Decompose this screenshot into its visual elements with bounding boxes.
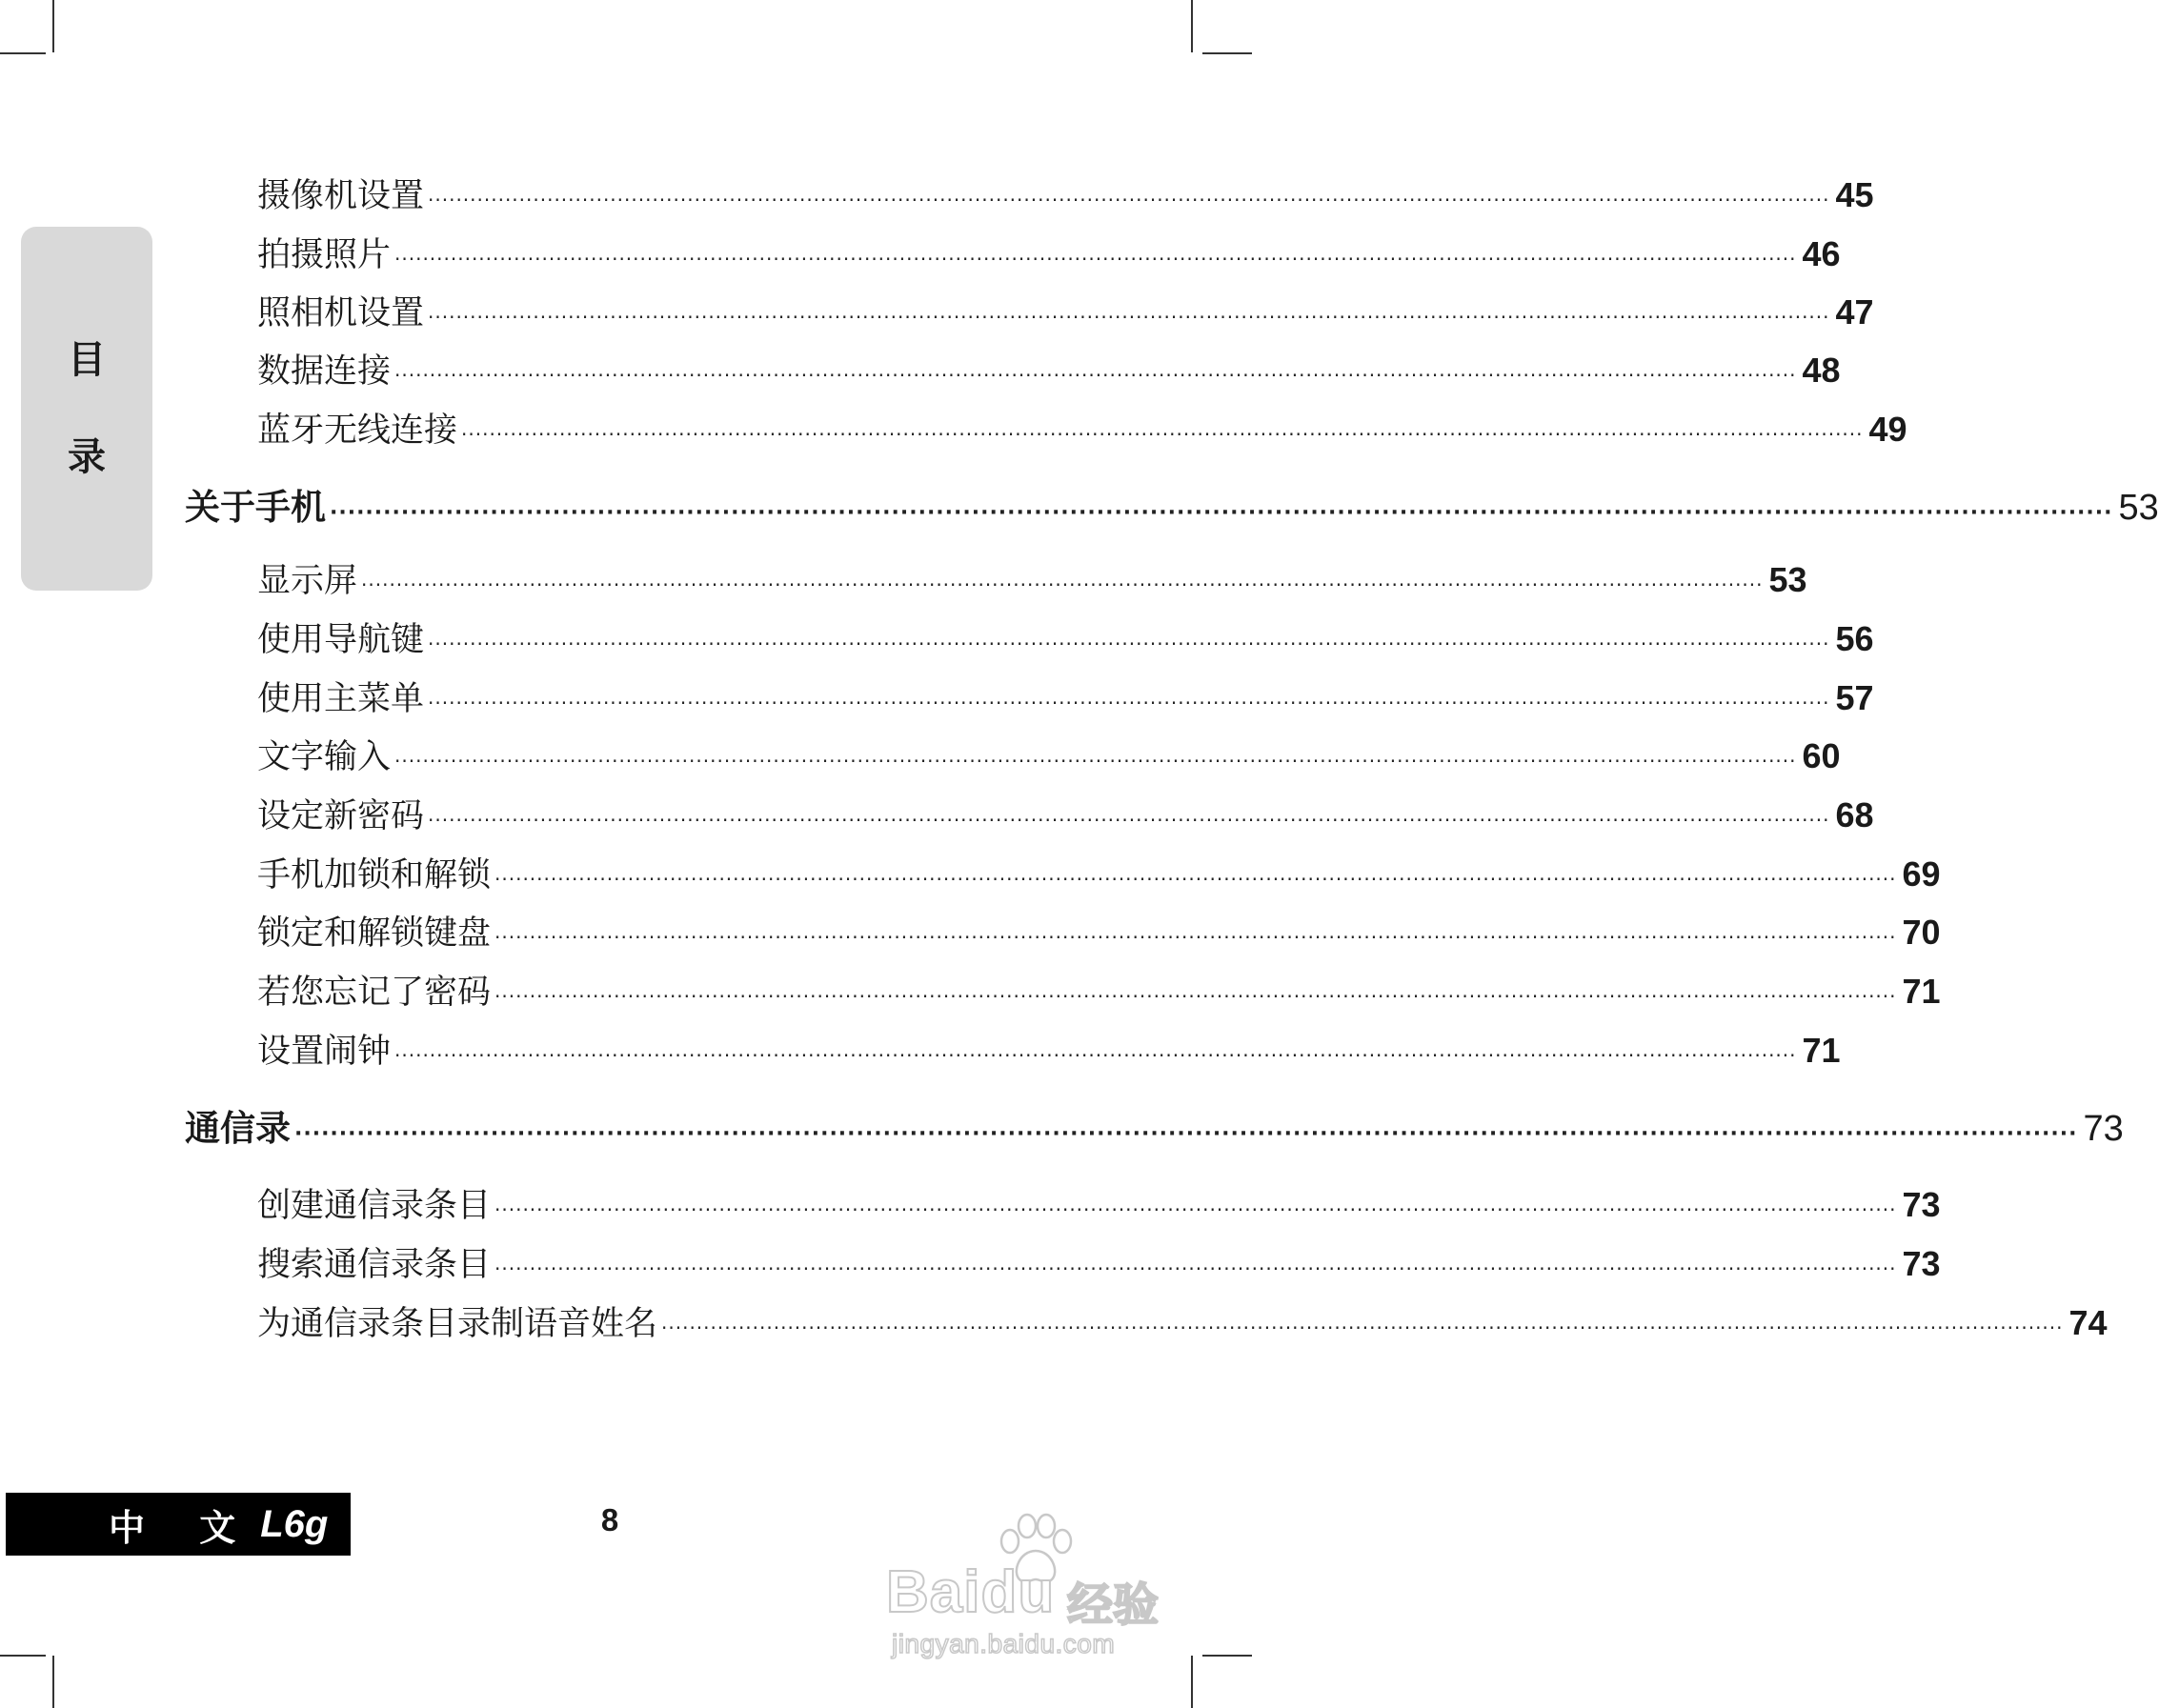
toc-entry-page: 74 (2068, 1303, 2108, 1342)
toc-leader-dots: ········································································································································································································ (294, 1122, 2078, 1146)
toc-entry (257, 287, 1874, 332)
toc-entry-page: 48 (1802, 351, 1841, 390)
toc-entry-page: 70 (1902, 913, 1941, 952)
toc-entry-title: 设定新密码 (257, 797, 425, 835)
side-tab-char: 录 (68, 434, 106, 479)
toc-entry-title: 关于手机 (185, 487, 326, 528)
toc-entry-title: 通信录 (185, 1108, 291, 1149)
toc-entry-page: 71 (1902, 972, 1941, 1011)
toc-entry (257, 404, 1907, 450)
toc-leader-dots: ········································································································································································································ (428, 633, 1830, 655)
toc-entry (257, 790, 1874, 835)
toc-entry-title: 使用导航键 (257, 621, 425, 659)
toc-entry-title: 拍摄照片 (257, 236, 392, 274)
toc-entry (257, 345, 1841, 391)
toc-leader-dots: ········································································································································································································ (428, 692, 1830, 714)
toc-entry-title: 数据连接 (257, 352, 392, 391)
toc-entry (257, 1179, 1941, 1225)
toc-leader-dots: ········································································································································································································ (394, 750, 1797, 773)
watermark-brand: Baidu (886, 1559, 1056, 1625)
toc-entry-page: 45 (1835, 175, 1874, 214)
toc-entry (257, 613, 1874, 659)
footer-model: L6g (260, 1502, 329, 1545)
toc-leader-dots: ········································································································································································································ (428, 306, 1830, 329)
toc-entry (257, 673, 1874, 718)
toc-section-entry (185, 1099, 2124, 1149)
toc-entry (257, 966, 1941, 1012)
toc-entry-title: 蓝牙无线连接 (257, 412, 458, 450)
toc-leader-dots: ········································································································································································································ (494, 926, 1897, 949)
toc-entry-page: 69 (1902, 854, 1941, 894)
toc-section-entry (185, 478, 2159, 528)
toc-entry-title: 使用主菜单 (257, 680, 425, 718)
toc-entry-page: 73 (2083, 1109, 2124, 1149)
toc-entry-page: 53 (1768, 560, 1807, 599)
toc-leader-dots: ········································································································································································································ (661, 1316, 2064, 1339)
toc-entry-page: 49 (1868, 410, 1907, 449)
toc-entry-title: 设置闹钟 (257, 1033, 392, 1071)
toc-entry-title: 创建通信录条目 (257, 1187, 492, 1225)
toc-entry-title: 显示屏 (257, 562, 358, 600)
toc-entry (257, 554, 1807, 600)
toc-entry-title: 锁定和解锁键盘 (257, 914, 492, 953)
footer-language-bar (6, 1493, 351, 1556)
toc-entry-page: 47 (1835, 292, 1874, 332)
toc-entry-title: 若您忘记了密码 (257, 974, 492, 1012)
toc-leader-dots: ········································································································································································································ (330, 501, 2113, 525)
toc-leader-dots: ········································································································································································································ (494, 1257, 1897, 1280)
toc-entry-title: 手机加锁和解锁 (257, 856, 492, 894)
footer-language: 中 文 (109, 1506, 257, 1549)
toc-leader-dots: ········································································································································································································ (394, 248, 1797, 271)
toc-entry (257, 170, 1874, 215)
toc-entry-page: 60 (1802, 736, 1841, 775)
watermark-url: jingyan.baidu.com (892, 1629, 1116, 1658)
toc-entry (257, 229, 1841, 274)
toc-leader-dots: ········································································································································································································ (494, 985, 1897, 1008)
toc-entry (257, 849, 1941, 894)
toc-entry-title: 照相机设置 (257, 294, 425, 332)
toc-entry-page: 68 (1835, 795, 1874, 834)
toc-entry-page: 53 (2118, 488, 2159, 528)
toc-leader-dots: ········································································································································································································ (461, 423, 1864, 446)
toc-entry-title: 文字输入 (257, 738, 392, 776)
toc-entry-title: 搜索通信录条目 (257, 1246, 492, 1284)
toc-leader-dots: ········································································································································································································ (361, 573, 1764, 596)
toc-entry-title: 为通信录条目录制语音姓名 (257, 1305, 658, 1343)
toc-entry (257, 907, 1941, 953)
watermark-brand-cn: 经验 (1067, 1578, 1160, 1632)
side-tab-char: 目 (68, 337, 106, 382)
toc-entry-page: 57 (1835, 678, 1874, 717)
toc-leader-dots: ········································································································································································································ (394, 1044, 1797, 1067)
toc-entry-page: 56 (1835, 619, 1874, 658)
page-number: 8 (600, 1502, 619, 1537)
toc-leader-dots: ········································································································································································································ (494, 868, 1897, 891)
toc-leader-dots: ········································································································································································································ (428, 189, 1830, 211)
toc-entry (257, 1025, 1841, 1071)
toc-entry-page: 73 (1902, 1185, 1941, 1224)
toc-leader-dots: ········································································································································································································ (428, 809, 1830, 832)
toc-entry (257, 1297, 2108, 1343)
toc-leader-dots: ········································································································································································································ (394, 364, 1797, 387)
toc-entry (257, 731, 1841, 776)
toc-entry-page: 71 (1802, 1031, 1841, 1070)
baidu-watermark (886, 1513, 1172, 1665)
toc-entry-page: 73 (1902, 1244, 1941, 1283)
toc-leader-dots: ········································································································································································································ (494, 1198, 1897, 1221)
toc-entry-title: 摄像机设置 (257, 177, 425, 215)
toc-entry-page: 46 (1802, 234, 1841, 273)
toc-entry (257, 1238, 1941, 1284)
